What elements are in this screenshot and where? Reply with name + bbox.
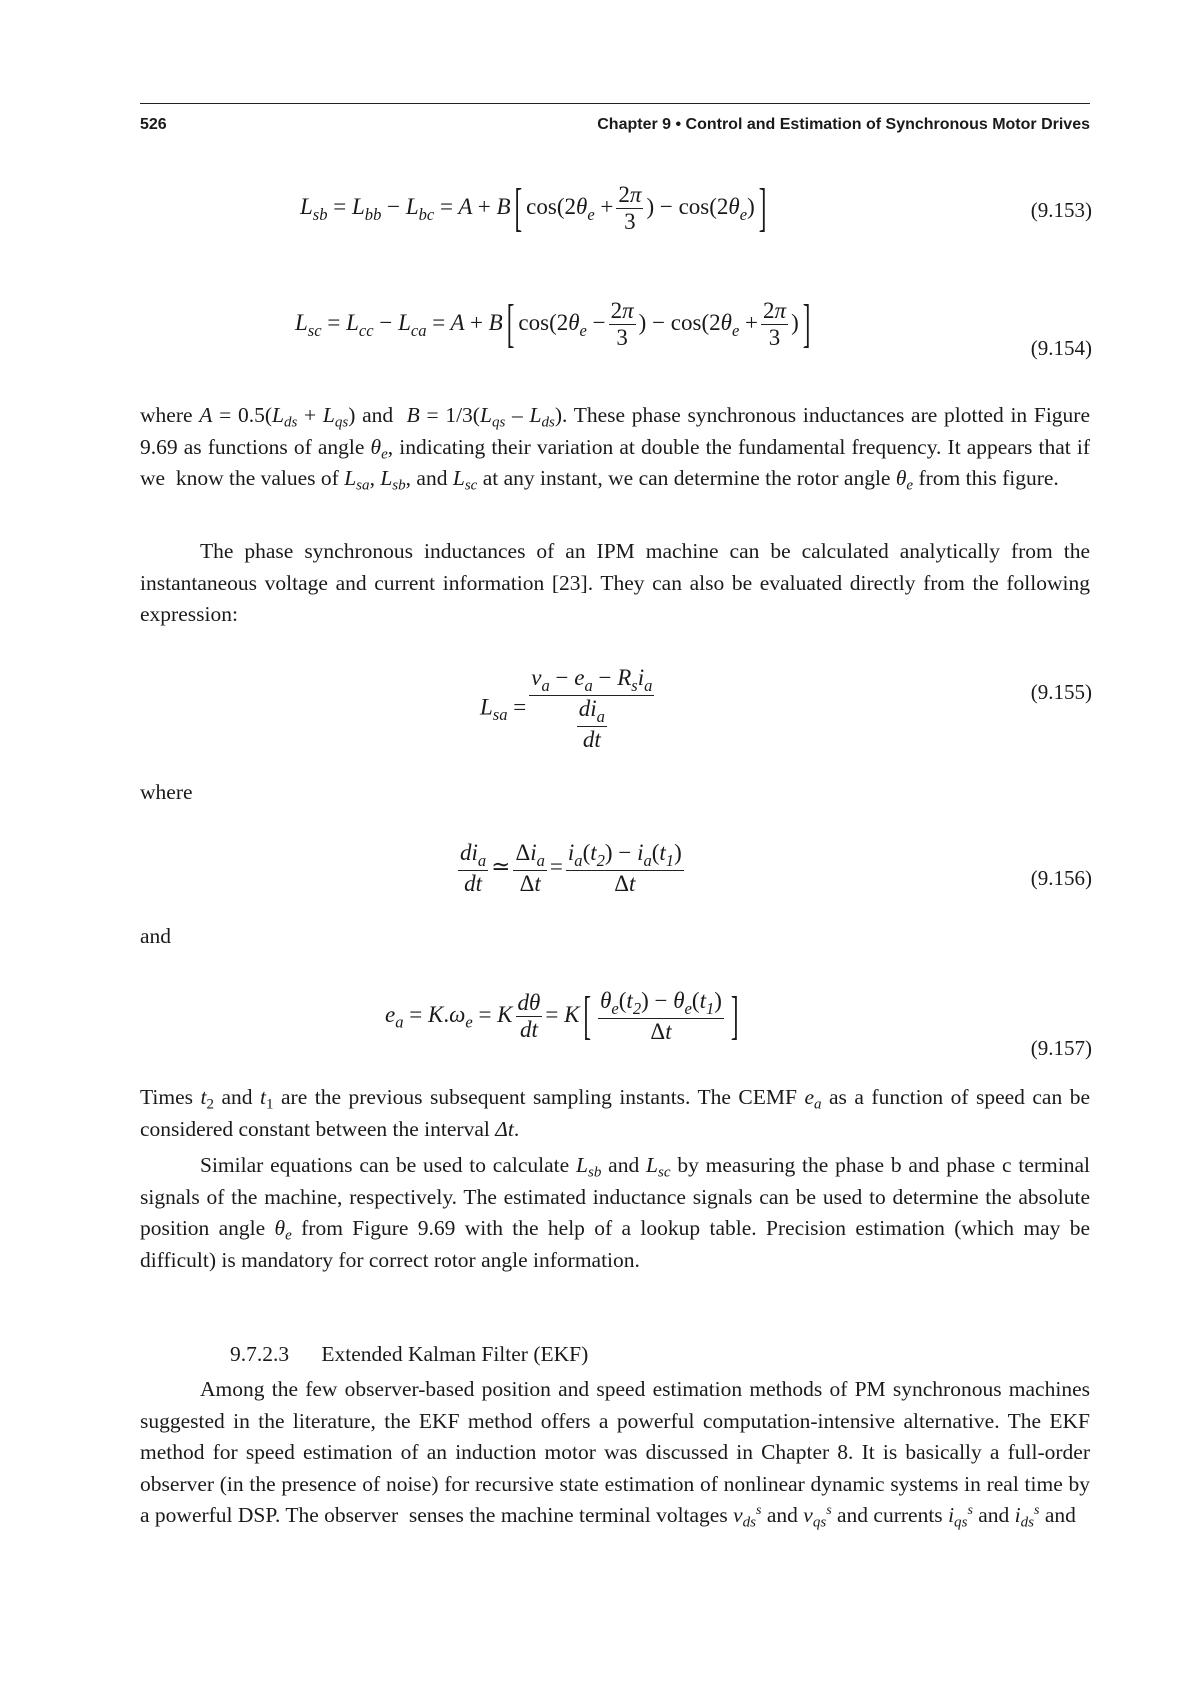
page-number: 526	[140, 116, 167, 133]
equation-9-156: $\frac{di_a}{dt}$ ≃ $\frac{\Delta i_a}{\Delta t}$ = $\frac{i_a(t_2) - i_a(t_1)}{\Delta t}$	[460, 840, 682, 896]
equation-9-155: $L_{sa}$ = $\frac{v_a - e_a - R_si_a}{\frac{di_a}{dt}}$	[480, 665, 653, 752]
running-title: Chapter 9 • Control and Estimation of Synchronous Motor Drives	[597, 116, 1090, 133]
header-rule	[140, 103, 1090, 104]
equation-number: (9.155)	[1030, 680, 1092, 704]
equation-number: (9.153)	[1030, 198, 1092, 222]
equation-number: (9.157)	[1030, 1036, 1092, 1060]
equation-number: (9.156)	[1030, 866, 1092, 890]
paragraph: Similar equations can be used to calculate $L_{sb}$ and $L_{sc}$ by measuring the phase b and phase c terminal signals of the machine, respectively. The estimated inductance signals can be used to determine the absolute position angle $\theta_e$ from Figure 9.69 with the help of a lookup table. Precision estimation (which may be difficult) is mandatory for correct rotor angle information.	[140, 1153, 1090, 1272]
subsection-heading: 9.7.2.3 Extended Kalman Filter (EKF)	[230, 1342, 589, 1366]
where-label: where	[140, 780, 193, 804]
equation-9-154: $L_{sc} = L_{cc} - L_{ca} = A + B$ [ $\cos(2\theta_e$ − $\frac{2\pi}{3}$ ) − $\cos(2\theta_e$ + $\frac{2\pi}{3}$ ) ]	[295, 295, 811, 353]
equation-9-153: $L_{sb} = L_{bb} - L_{bc} = A + B$ [ $\cos(2\theta_e$ + $\frac{2\pi}{3}$ ) − $\cos(2\theta_e)$ ]	[300, 179, 767, 237]
paragraph: Times $t_2$ and $t_1$ are the previous subsequent sampling instants. The CEMF $e_a$ as a function of speed can be considered constant between the interval Δt.	[140, 1085, 1091, 1141]
paragraph: The phase synchronous inductances of an IPM machine can be calculated analytically from the instantaneous voltage and current information [23]. They can also be evaluated directly from the following expression:	[140, 539, 1090, 626]
paragraph: where $A = 0.5(L_{ds} + L_{qs})$ and $B = 1/3(L_{qs} - L_{ds})$. These phase synchronous inductances are plotted in Figure 9.69 as functions of angle $\theta_e$, indicating their variation at double the fundamental frequency. It appears that if we know the values of $L_{sa}$, $L_{sb}$, and $L_{sc}$ at any instant, we can determine the rotor angle $\theta_e$ from this figure.	[140, 403, 1091, 494]
paragraph: Among the few observer-based position and speed estimation methods of PM synchronous machines suggested in the literature, the EKF method offers a powerful computation-intensive alternative. The EKF method for speed estimation of an induction motor was discussed in Chapter 8. It is basically a full-order observer (in the presence of noise) for recursive state estimation of nonlinear dynamic systems in real time by a powerful DSP. The observer senses the machine terminal voltages $v_{ds}^s$ and $v_{qs}^s$ and currents $i_{qs}^s$ and $i_{ds}^s$ and	[140, 1377, 1090, 1531]
equation-9-157: $e_a = K.\omega_e = K$ $\frac{d\theta}{dt}$ = K [ $\frac{\theta_e(t_2) - \theta_e(t_1)}{\Delta t}$ ]	[385, 986, 739, 1045]
and-label: and	[140, 924, 172, 948]
equation-number: (9.154)	[1030, 336, 1092, 360]
